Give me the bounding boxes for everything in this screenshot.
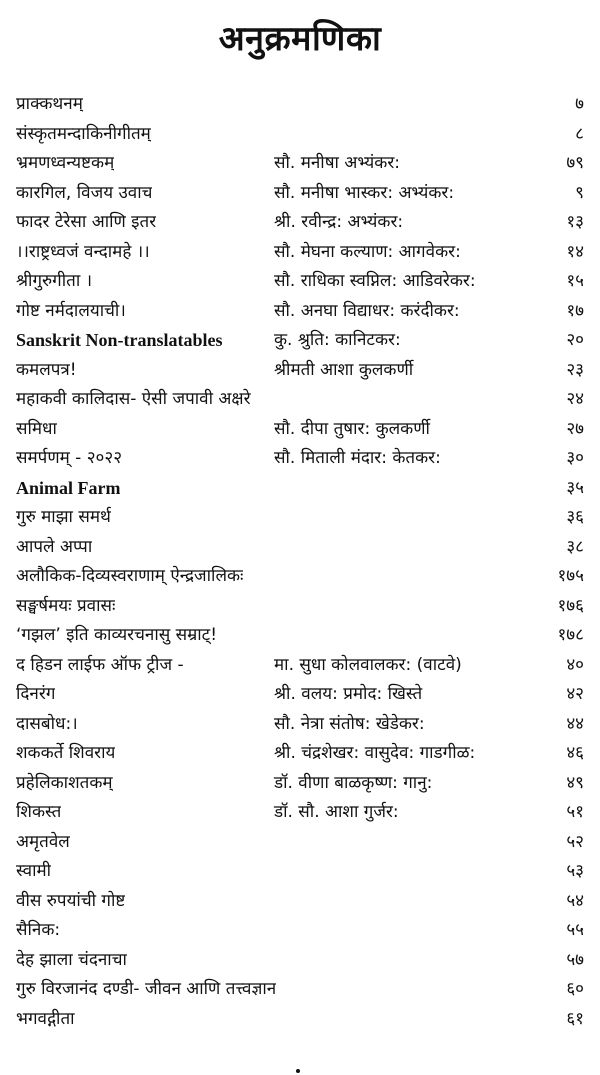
toc-entry: [16, 975, 592, 1005]
toc-entry: [16, 444, 592, 474]
toc-entry-title: कारगिल, विजय उवाच: [16, 182, 153, 203]
toc-entry: [16, 621, 592, 651]
toc-entry-title: भगवद्गीता: [16, 1008, 75, 1029]
toc-entry-author: श्री. चंद्रशेखर: वासुदेव: गाडगीळ:: [274, 743, 476, 763]
toc-entry-page-number: २७: [566, 418, 584, 439]
toc-entry-title: दिनरंग: [16, 684, 56, 704]
toc-entry-author: सौ. मनीषा अभ्यंकर:: [274, 153, 400, 173]
toc-entry-page-number: ४४: [566, 713, 584, 734]
toc-entry-page-number: ४२: [566, 684, 584, 704]
toc-entry-page-number: ५३: [566, 861, 584, 881]
toc-entry-page-number: १३: [566, 212, 584, 232]
toc-entry-page-number: १७६: [557, 595, 584, 616]
toc-entry-page-number: १५: [566, 271, 584, 291]
toc-entry: [16, 385, 592, 415]
toc-entry-page-number: १७५: [557, 566, 584, 586]
toc-entry: [16, 533, 592, 563]
toc-entry-page-number: ४९: [566, 772, 584, 793]
toc-entry-title: गोष्ट नर्मदालयाची।: [16, 300, 126, 321]
toc-entry-page-number: १४: [566, 241, 584, 262]
toc-entry-title: अलौकिक-दिव्यस्वराणाम् ऐन्द्रजालिकः: [16, 566, 244, 586]
toc-entry: [16, 651, 592, 681]
toc-entry-page-number: ५७: [566, 949, 584, 970]
toc-entry-page-number: ३०: [566, 448, 584, 468]
toc-entry-page-number: ३५: [566, 477, 584, 498]
toc-entry: [16, 828, 592, 858]
toc-entry-author: सौ. दीपा तुषार: कुलकर्णी: [274, 418, 430, 439]
toc-entry-author: सौ. मेघना कल्याण: आगवेकर:: [274, 241, 461, 262]
toc-entry-page-number: ५१: [566, 802, 584, 822]
toc-entry: [16, 562, 592, 592]
toc-entry: [16, 356, 592, 386]
toc-entry-page-number: १७: [566, 300, 584, 321]
toc-entry: [16, 946, 592, 976]
toc-entry-title: आपले अप्पा: [16, 536, 93, 557]
toc-entry: [16, 887, 592, 917]
toc-entry-title: ।।राष्ट्रध्वजं वन्दामहे ।।: [16, 241, 150, 262]
toc-entry-title: सङ्घर्षमयः प्रवासः: [16, 595, 116, 616]
toc-entry-author: डॉ. वीणा बाळकृष्ण: गानु:: [274, 772, 433, 793]
toc-entry-title: दासबोध:।: [16, 713, 78, 734]
toc-entry-title: शिकस्त: [16, 802, 62, 822]
toc-entry: [16, 474, 592, 504]
toc-entry: [16, 326, 592, 356]
toc-entry-title: Sanskrit Non-translatables: [16, 330, 223, 350]
toc-entry-title: गुरु विरजानंद दण्डी- जीवन आणि तत्त्वज्ञान: [16, 979, 277, 999]
toc-entry: [16, 503, 592, 533]
toc-entry-author: कु. श्रुति: कानिटकर:: [274, 330, 401, 350]
toc-entry: [16, 798, 592, 828]
toc-entry: [16, 238, 592, 268]
toc-entry-title: द हिडन लाईफ ऑफ ट्रीज -: [16, 654, 184, 675]
toc-entry-page-number: ५२: [566, 831, 584, 852]
table-of-contents: [16, 90, 592, 1034]
toc-entry-author: सौ. अनघा विद्याधर: करंदीकर:: [274, 300, 460, 321]
toc-entry: [16, 916, 592, 946]
toc-entry-title: स्वामी: [16, 861, 52, 881]
toc-entry-page-number: ९: [575, 182, 584, 203]
toc-entry-author: श्रीमती आशा कुलकर्णी: [274, 359, 414, 380]
toc-entry-page-number: ४६: [566, 743, 584, 763]
toc-entry: [16, 769, 592, 799]
toc-entry-title: महाकवी कालिदास- ऐसी जपावी अक्षरे: [16, 389, 251, 409]
toc-entry-title: गुरु माझा समर्थ: [16, 507, 111, 527]
page-title: अनुक्रमणिका: [218, 19, 382, 59]
toc-entry-title: समर्पणम् - २०२२: [16, 448, 123, 468]
toc-entry-page-number: ७: [575, 94, 584, 114]
toc-entry-page-number: २४: [566, 389, 584, 409]
toc-entry: [16, 1005, 592, 1035]
toc-entry: [16, 267, 592, 297]
toc-entry: [16, 415, 592, 445]
toc-entry-title: भ्रमणध्वन्यष्टकम्: [16, 153, 115, 173]
toc-entry: [16, 592, 592, 622]
toc-entry-title: अमृतवेल: [16, 831, 70, 852]
toc-entry-title: फादर टेरेसा आणि इतर: [16, 212, 157, 232]
toc-entry-page-number: ८: [575, 123, 584, 144]
toc-entry-page-number: १७८: [557, 625, 584, 645]
toc-entry-title: वीस रुपयांची गोष्ट: [16, 890, 126, 911]
toc-entry-page-number: ३८: [566, 536, 584, 557]
toc-entry-title: देह झाला चंदनाचा: [16, 949, 127, 970]
toc-entry-page-number: २३: [566, 359, 584, 380]
toc-entry-author: सौ. राधिका स्वप्निल: आडिवरेकर:: [274, 271, 476, 291]
toc-entry-title: कमलपत्र!: [16, 359, 77, 380]
toc-entry-page-number: ५४: [566, 890, 584, 911]
toc-entry-author: श्री. वलय: प्रमोद: खिस्ते: [274, 684, 423, 704]
toc-entry: [16, 90, 592, 120]
toc-entry: [16, 857, 592, 887]
toc-entry-page-number: ६०: [566, 979, 584, 999]
toc-entry-title: प्राक्कथनम्: [16, 94, 83, 114]
toc-entry-title: श्रीगुरुगीता ।: [16, 271, 93, 291]
toc-entry-page-number: ७९: [566, 153, 584, 173]
toc-entry-title: समिधा: [16, 418, 57, 439]
toc-entry: [16, 710, 592, 740]
page-footer-mark: [296, 1069, 300, 1073]
toc-entry-author: सौ. नेत्रा संतोष: खेडेकर:: [274, 713, 425, 734]
toc-entry-author: श्री. रवीन्द्र: अभ्यंकर:: [274, 212, 404, 232]
toc-entry: [16, 739, 592, 769]
toc-entry-page-number: ६१: [566, 1008, 584, 1029]
toc-entry: [16, 120, 592, 150]
toc-entry-title: ‘गझल’ इति काव्यरचनासु सम्राट्!: [16, 625, 218, 645]
toc-entry: [16, 680, 592, 710]
toc-entry-title: शककर्ते शिवराय: [16, 743, 116, 763]
toc-entry-author: सौ. मनीषा भास्कर: अभ्यंकर:: [274, 182, 455, 203]
toc-entry: [16, 297, 592, 327]
toc-entry-page-number: २०: [566, 330, 584, 350]
toc-entry-page-number: ४०: [566, 654, 584, 675]
toc-entry: [16, 149, 592, 179]
toc-entry-title: Animal Farm: [16, 477, 121, 498]
toc-entry-author: सौ. मिताली मंदार: केतकर:: [274, 448, 441, 468]
toc-entry-page-number: ३६: [566, 507, 584, 527]
toc-entry-title: संस्कृतमन्दाकिनीगीतम्: [16, 123, 151, 144]
toc-entry-title: सैनिक:: [16, 920, 61, 940]
toc-entry-author: डॉ. सौ. आशा गुर्जर:: [274, 802, 399, 822]
toc-entry-page-number: ५५: [566, 920, 584, 940]
toc-entry-author: मा. सुधा कोलवालकर: (वाटवे): [274, 654, 462, 675]
toc-entry-title: प्रहेलिकाशतकम्: [16, 772, 113, 793]
toc-entry: [16, 208, 592, 238]
toc-entry: [16, 179, 592, 209]
